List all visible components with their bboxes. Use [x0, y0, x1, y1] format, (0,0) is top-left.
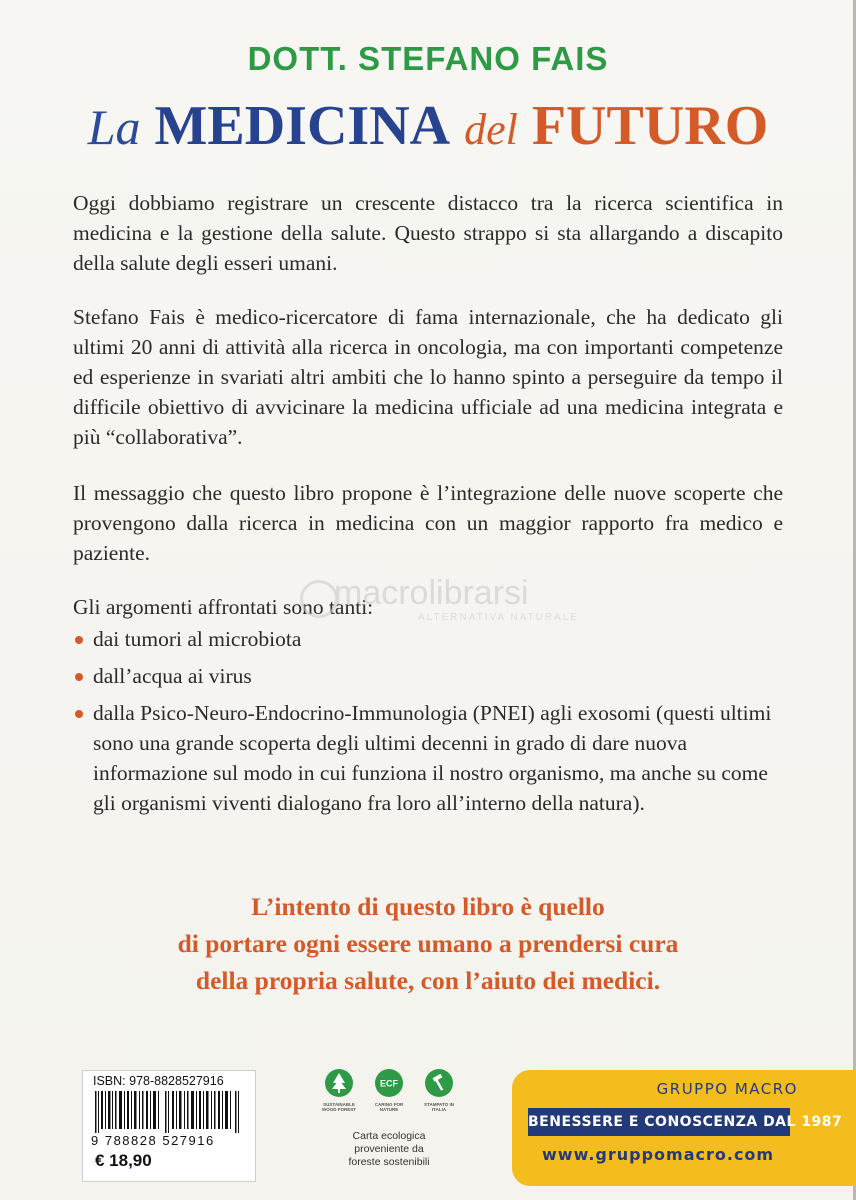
- eco-caption-line: Carta ecologica: [352, 1130, 426, 1142]
- eco-caption-line: foreste sostenibili: [348, 1156, 430, 1168]
- bullet-icon: [75, 636, 83, 644]
- topic-text: dalla Psico-Neuro-Endocrino-Immunologia (PNEI) agli exosomi (questi ultimi sono una grande scoperta degli ultimi decenni in grado di dare nuova informazione sul modo in cui funziona il nostro organismo, ma anche su come gli organismi viventi dialogano fra loro all’interno della natura).: [93, 701, 772, 815]
- eco-caption-line: proveniente da: [354, 1143, 424, 1155]
- publisher-group-name: GRUPPO MACRO: [656, 1080, 798, 1098]
- watermark-subtext: ALTERNATIVA NATURALE: [418, 612, 579, 623]
- eco-label: CARING FOR NATURE: [374, 1102, 404, 1112]
- title-medicina: MEDICINA: [154, 95, 451, 157]
- barcode-digits: 9 788828 527916: [91, 1133, 215, 1148]
- paragraph-topics-intro: Gli argomenti affrontati sono tanti:: [73, 595, 374, 619]
- eco-certifications: [318, 1068, 460, 1188]
- eco-caption: [318, 1130, 460, 1169]
- bullet-icon: [75, 673, 83, 681]
- ecf-icon: [374, 1068, 404, 1098]
- price-label: € 18,90: [95, 1151, 152, 1170]
- publisher-tagline: BENESSERE E CONOSCENZA DAL 1987: [528, 1108, 790, 1136]
- tree-icon: [324, 1068, 354, 1098]
- paragraph-message: Il messaggio che questo libro propone è l’integrazione delle nuove scoperte che provengono dalla ricerca in medicina con un maggior rapporto fra medico e paziente.: [73, 481, 783, 565]
- topic-text: dall’acqua ai virus: [93, 664, 252, 688]
- hammer-icon: [424, 1068, 454, 1098]
- publisher-badge: [512, 1070, 856, 1186]
- svg-text:ECF: ECF: [380, 1078, 398, 1089]
- watermark-text: macrolibrarsi: [334, 574, 529, 612]
- paragraph-author-bio: Stefano Fais è medico-ricercatore di fama internazionale, che ha dedicato gli ultimi 20 anni di attività alla ricerca in oncologia, ma con importanti competenze ed esperienze in svariati altri ambiti che lo hanno spinto a perseguire da tempo il difficile obiettivo di avvicinare la medicina ufficiale ad una medicina integrata e più “collaborativa”.: [73, 305, 783, 449]
- list-item: [73, 661, 783, 691]
- paragraph-intro: Oggi dobbiamo registrare un crescente distacco tra la ricerca scientifica in medicina e la gestione della salute. Questo strappo si sta allargando a discapito della salute degli esseri umani.: [73, 191, 783, 275]
- list-item: [73, 624, 783, 654]
- publisher-website: www.gruppomacro.com: [542, 1145, 775, 1164]
- title-del: del: [464, 105, 518, 154]
- barcode-icon: [93, 1091, 243, 1133]
- closing-statement: [0, 888, 856, 999]
- closing-line: della propria salute, con l’aiuto dei medici.: [195, 966, 661, 995]
- list-item: [73, 698, 783, 818]
- closing-line: di portare ogni essere umano a prendersi cura: [177, 929, 679, 958]
- topic-text: dai tumori al microbiota: [93, 627, 302, 651]
- title-futuro: FUTURO: [531, 95, 769, 157]
- eco-label: STAMPATO IN ITALIA: [424, 1102, 454, 1112]
- topics-list: [73, 624, 783, 825]
- barcode-panel: [82, 1070, 256, 1182]
- isbn-text: ISBN: 978-8828527916: [93, 1074, 224, 1088]
- book-title: [0, 90, 856, 166]
- eco-label: SUSTAINABLE WOOD FOREST: [322, 1102, 356, 1112]
- author-name: DOTT. STEFANO FAIS: [247, 40, 609, 77]
- bullet-icon: [75, 710, 83, 718]
- closing-line: L’intento di questo libro è quello: [251, 892, 605, 921]
- title-la: La: [87, 99, 141, 155]
